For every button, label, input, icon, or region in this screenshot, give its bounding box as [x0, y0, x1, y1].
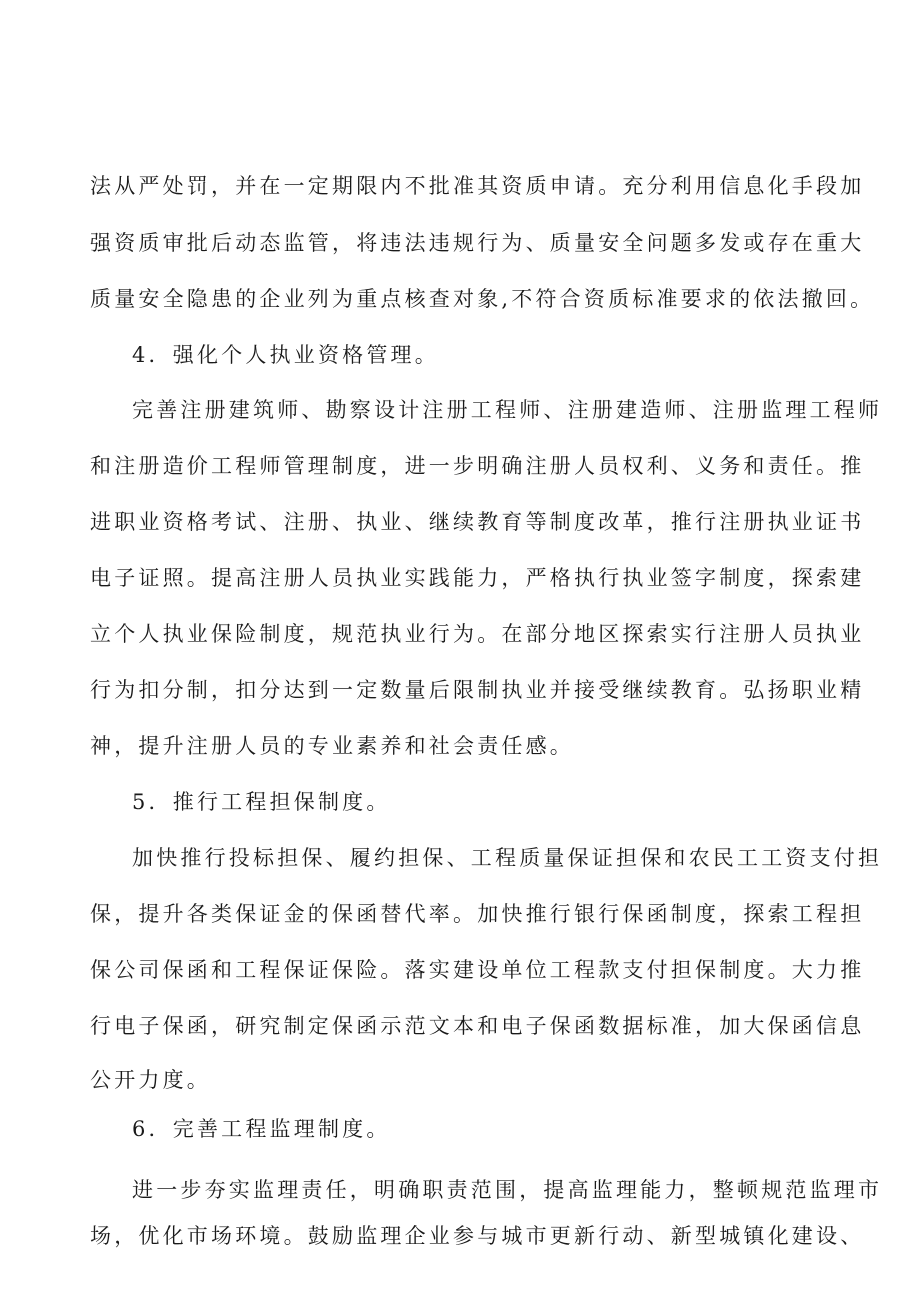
paragraph-line: 公开力度。	[90, 1068, 211, 1092]
paragraph-line: 加快推行投标担保、履约担保、工程质量保证担保和农民工工资支付担	[132, 846, 883, 870]
section-heading-4: 4．强化个人执业资格管理。	[132, 343, 439, 367]
paragraph-line: 电子证照。提高注册人员执业实践能力，严格执行执业签字制度，探索建	[90, 566, 865, 590]
paragraph-line: 完善注册建筑师、勘察设计注册工程师、注册建造师、注册监理工程师	[132, 398, 883, 422]
section-heading-6: 6．完善工程监理制度。	[132, 1117, 391, 1141]
paragraph-line: 保，提升各类保证金的保函替代率。加快推行银行保函制度，探索工程担	[90, 902, 865, 926]
paragraph-line: 立个人执业保险制度，规范执业行为。在部分地区探索实行注册人员执业	[90, 622, 865, 646]
paragraph-line: 质量安全隐患的企业列为重点核查对象,不符合资质标准要求的依法撤回。	[90, 287, 875, 311]
paragraph-line: 场，优化市场环境。鼓励监理企业参与城市更新行动、新型城镇化建设、	[90, 1224, 865, 1248]
paragraph-line: 进职业资格考试、注册、执业、继续教育等制度改革，推行注册执业证书	[90, 510, 865, 534]
paragraph-line: 行为扣分制，扣分达到一定数量后限制执业并接受继续教育。弘扬职业精	[90, 678, 865, 702]
paragraph-line: 保公司保函和工程保证保险。落实建设单位工程款支付担保制度。大力推	[90, 958, 865, 982]
paragraph-line: 行电子保函，研究制定保函示范文本和电子保函数据标准，加大保函信息	[90, 1014, 865, 1038]
paragraph-line: 神，提升注册人员的专业素养和社会责任感。	[90, 734, 574, 758]
paragraph-line: 进一步夯实监理责任，明确职责范围，提高监理能力，整顿规范监理市	[132, 1178, 883, 1202]
paragraph-line: 法从严处罚，并在一定期限内不批准其资质申请。充分利用信息化手段加	[90, 174, 865, 198]
paragraph-line: 和注册造价工程师管理制度，进一步明确注册人员权利、义务和责任。推	[90, 454, 865, 478]
paragraph-line: 强资质审批后动态监管，将违法违规行为、质量安全问题多发或存在重大	[90, 231, 865, 255]
section-heading-5: 5．推行工程担保制度。	[132, 790, 391, 814]
